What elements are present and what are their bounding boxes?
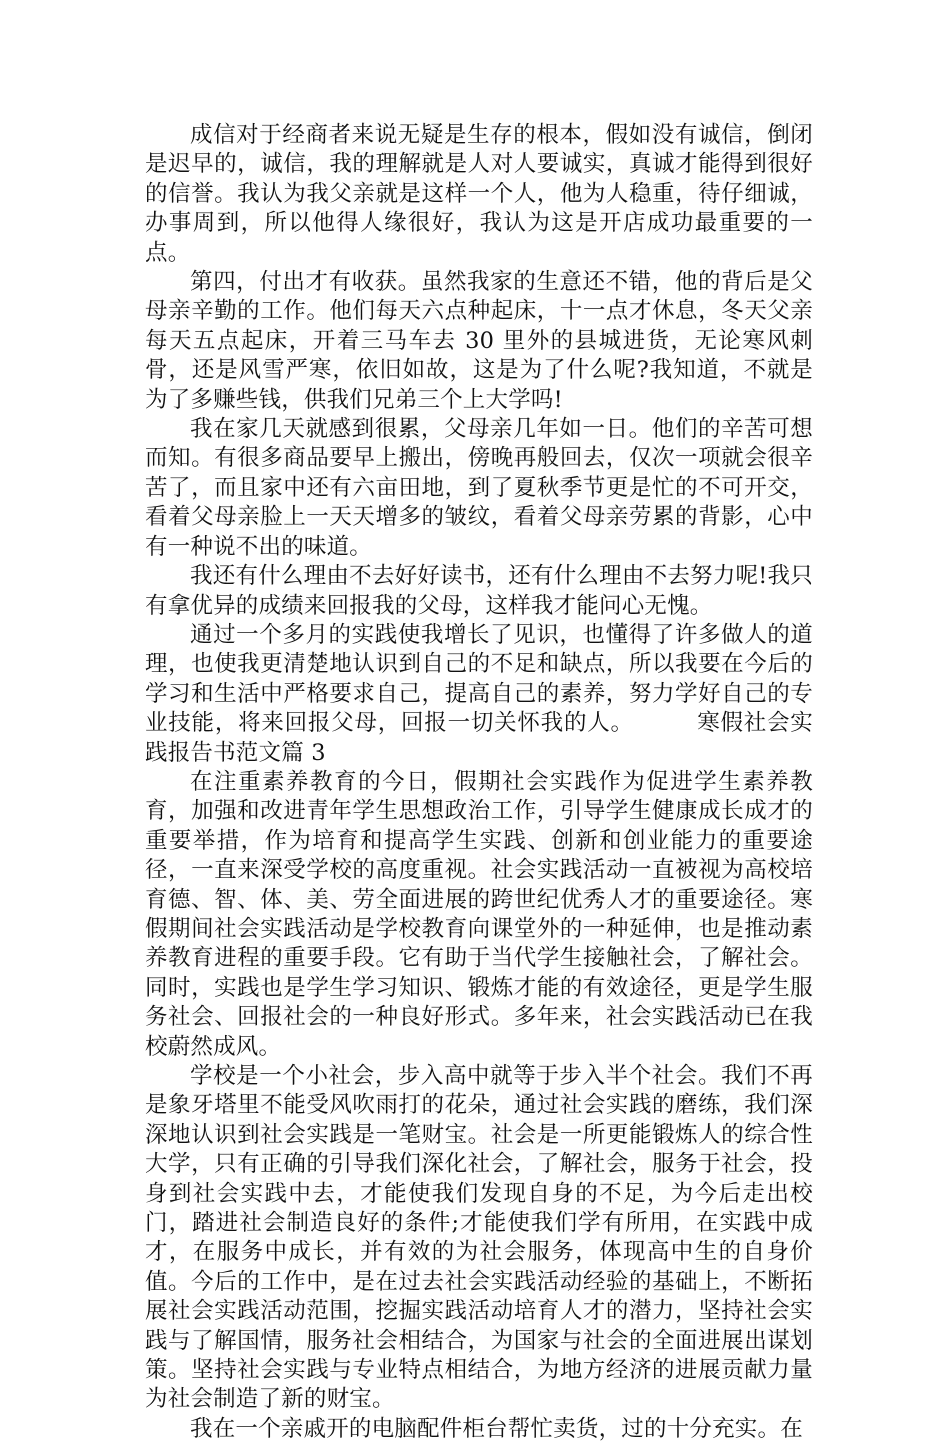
paragraph-school-society: 学校是一个小社会，步入高中就等于步入半个社会。我们不再是象牙塔里不能受风吹雨打的花朵，通过社会实践的磨练，我们深深地认识到社会实践是一笔财宝。社会是一所更能锻炼人的综合性大学，只有正确的引导我们深化社会，了解社会，服务于社会，投身到社会实践中去，才能使我们发现自身的不足，为今后走出校门，踏进社会制造良好的条件;才能使我们学有所用，在实践中成才，在服务中成长，并有效的为社会服务，体现高中生的自身价值。今后的工作中，是在过去社会实践活动经验的基础上，不断拓展社会实践活动范围，挖掘实践活动培育人才的潜力，坚持社会实践与了解国情，服务社会相结合，为国家与社会的全面进展出谋划策。坚持社会实践与专业特点相结合，为地方经济的进展贡献力量为社会制造了新的财宝。 [145, 1063, 813, 1413]
paragraph-computer-counter: 我在一个亲戚开的电脑配件柜台帮忙卖货，过的十分充实。在 [190, 1415, 803, 1442]
paragraph-parents-hardship: 我在家几天就感到很累，父母亲几年如一日。他们的辛苦可想而知。有很多商品要早上搬出，傍晚再般回去，仅次一项就会很辛苦了，而且家中还有六亩田地，到了夏秋季节更是忙的不可开交，看着父母亲脸上一天天增多的皱纹，看着父母亲劳累的背影，心中有一种说不出的味道。 [145, 416, 813, 560]
paragraph-practice-summary [145, 621, 813, 768]
paragraph-fourth-point: 第四，付出才有收获。虽然我家的生意还不错，他的背后是父母亲辛勤的工作。他们每天六点种起床，十一点才休息，冬天父亲每天五点起床，开着三马车去 30 里外的县城进货，无论寒风刺骨，还是风雪严寒，依旧如故，这是为了什么呢?我知道，不就是为了多赚些钱，供我们兄弟三个上大学吗! [145, 269, 813, 413]
practice-summary-text: 通过一个多月的实践使我增长了见识，也懂得了许多做人的道理，也使我更清楚地认识到自己的不足和缺点，所以我要在今后的学习和生活中严格要求自己，提高自己的素养，努力学好自己的专业技能，将来回报父母，回报一切关怀我的人。 [145, 621, 813, 737]
paragraph-study-resolve: 我还有什么理由不去好好读书，还有什么理由不去努力呢!我只有拿优异的成绩来回报我的父母，这样我才能问心无愧。 [145, 563, 813, 619]
paragraph-integrity: 成信对于经商者来说无疑是生存的根本，假如没有诚信，倒闭是迟早的，诚信，我的理解就是人对人要诚实，真诚才能得到很好的信誉。我认为我父亲就是这样一个人，他为人稳重，待仔细诚，办事周到，所以他得人缘很好，我认为这是开店成功最重要的一点。 [145, 122, 813, 266]
heading-gap [634, 710, 697, 736]
paragraph-quality-education: 在注重素养教育的今日，假期社会实践作为促进学生素养教育，加强和改进青年学生思想政治工作，引导学生健康成长成才的重要举措，作为培育和提高学生实践、创新和创业能力的重要途径，一直来深受学校的高度重视。社会实践活动一直被视为高校培育德、智、体、美、劳全面进展的跨世纪优秀人才的重要途径。寒假期间社会实践活动是学校教育向课堂外的一种延伸，也是推动素养教育进程的重要手段。它有助于当代学生接触社会，了解社会。同时，实践也是学生学习知识、锻炼才能的有效途径，更是学生服务社会、回报社会的一种良好形式。多年来，社会实践活动已在我校蔚然成风。 [145, 768, 813, 1060]
section-heading: 寒假社会实践报告书范文篇 3 [145, 710, 813, 766]
document-page [145, 121, 813, 1444]
